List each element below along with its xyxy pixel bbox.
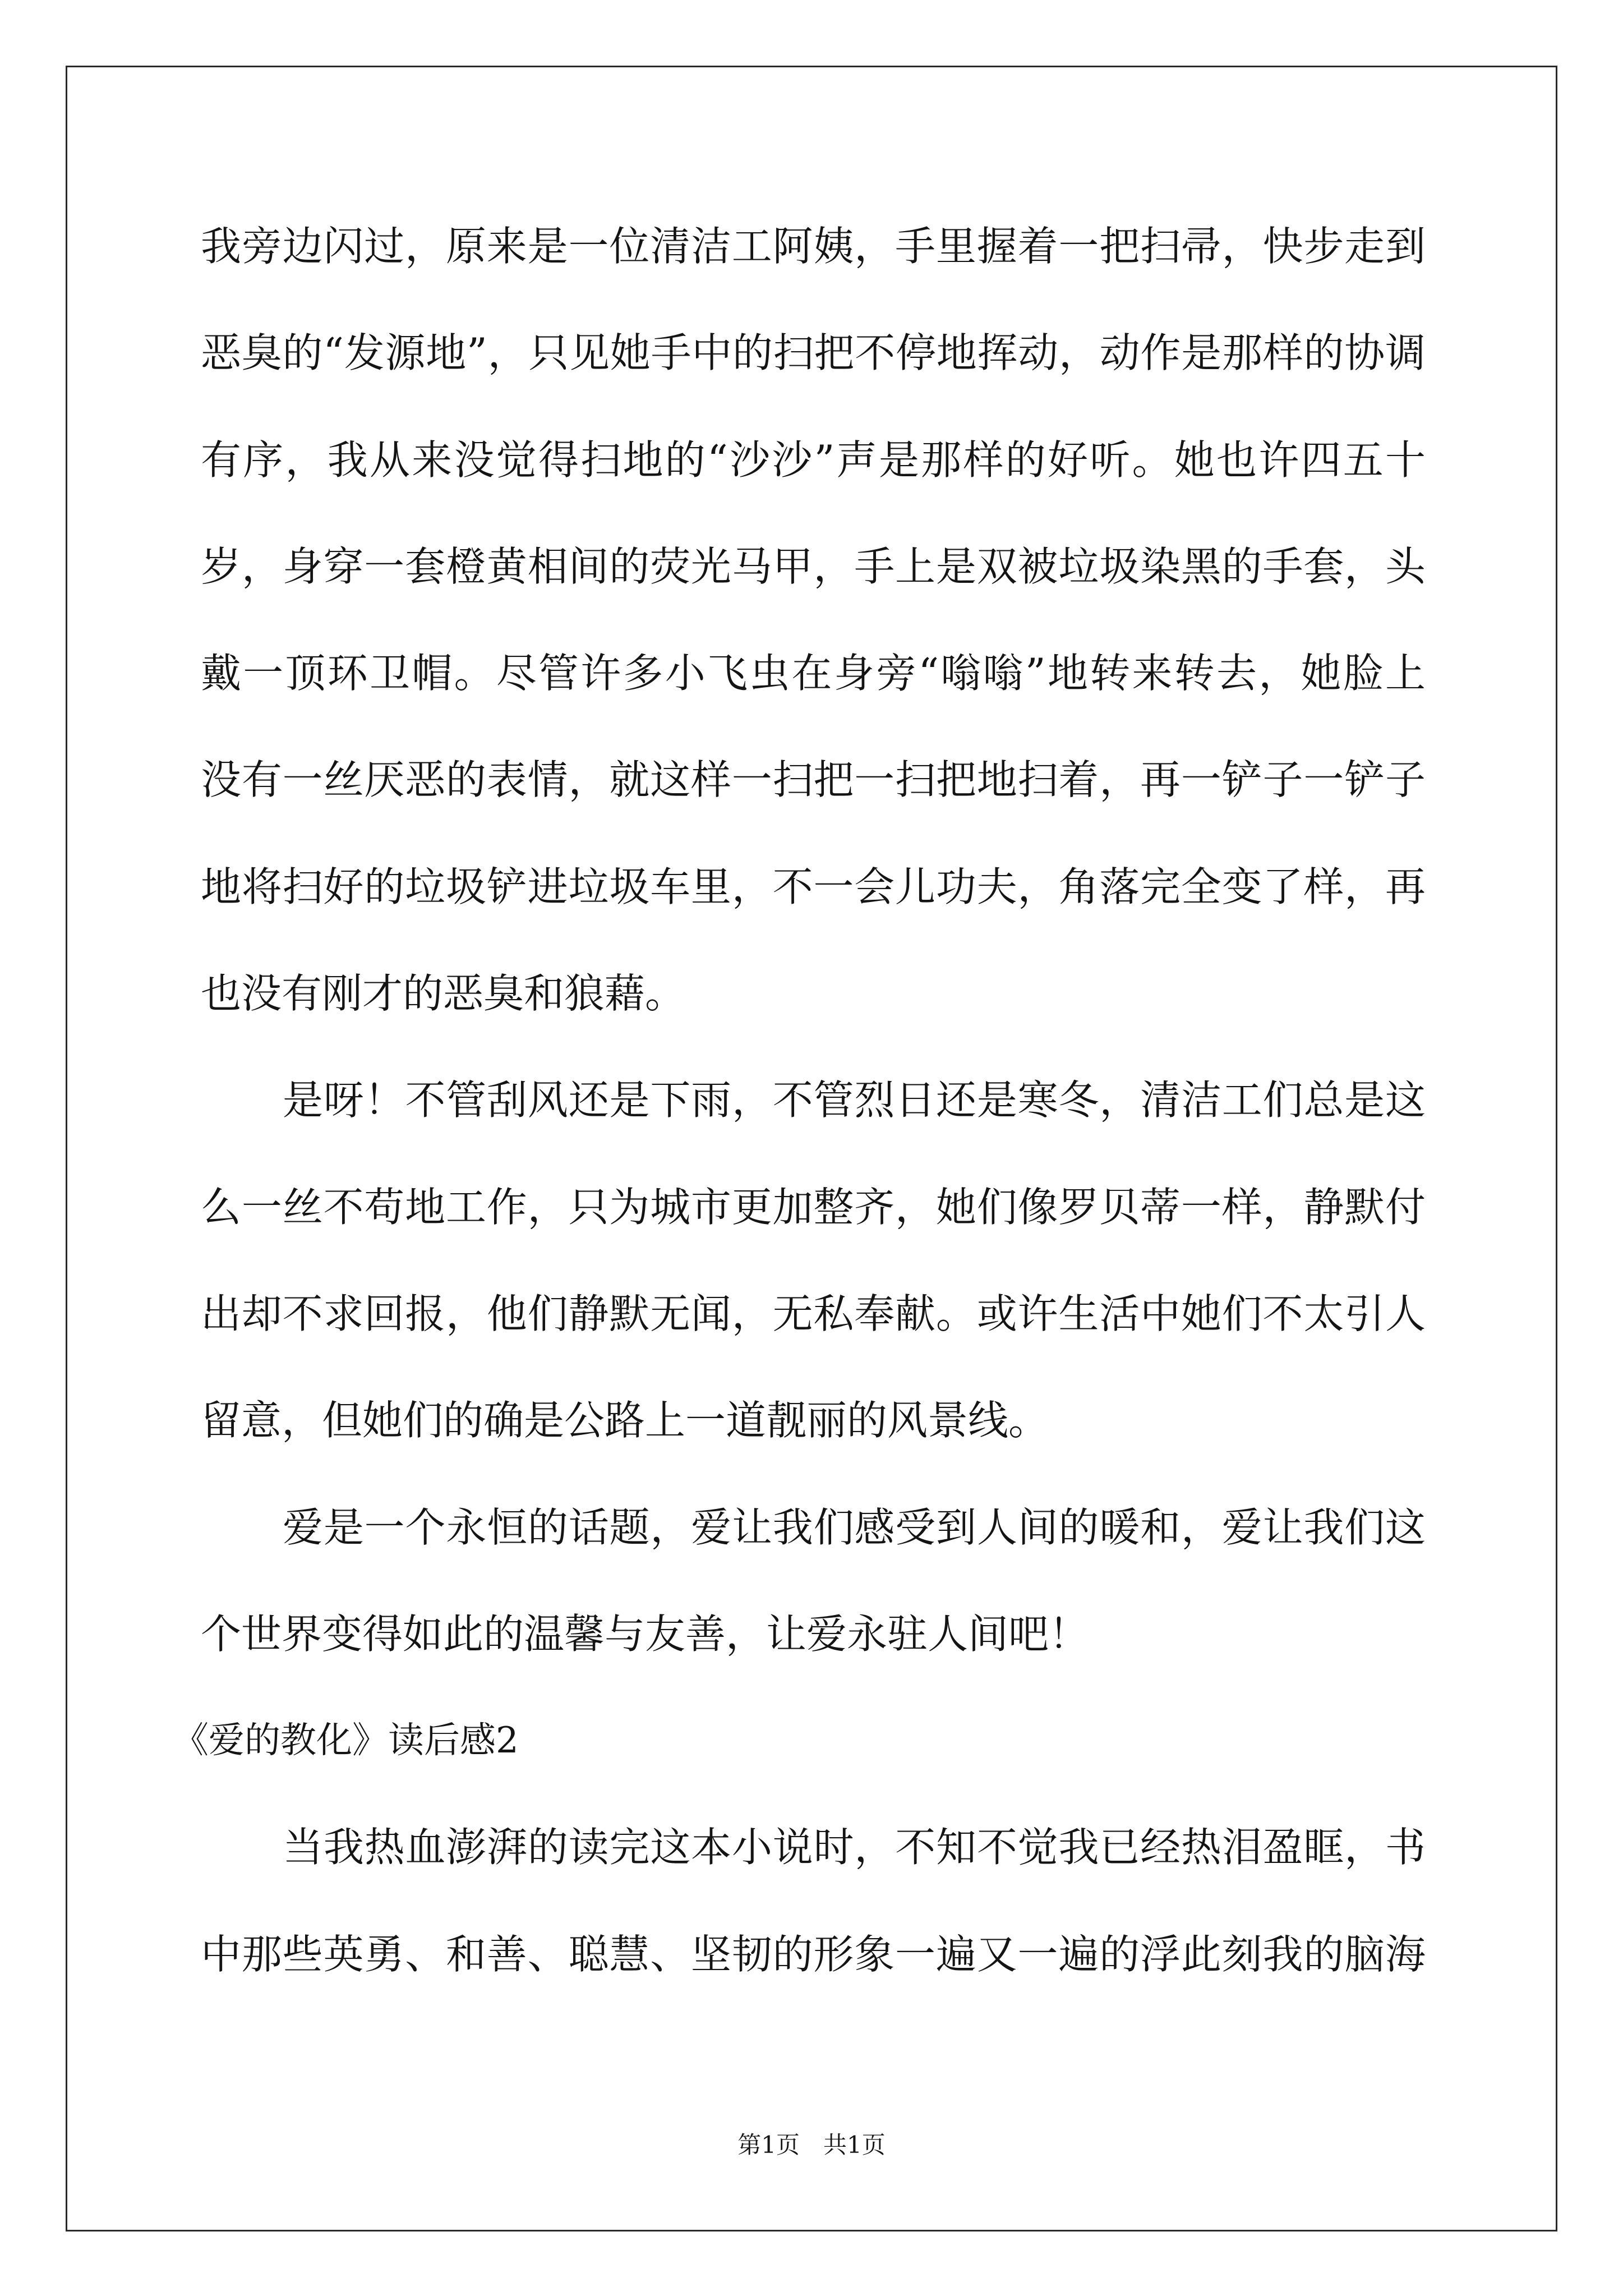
text-line: 我旁边闪过，原来是一位清洁工阿姨，手里握着一把扫帚，快步走到: [201, 223, 1426, 270]
document-body: [173, 193, 1426, 2008]
section-heading: 《爱的教化》读后感2: [173, 1720, 519, 1762]
text-line: 戴一顶环卫帽。尽管许多小飞虫在身旁“嗡嗡”地转来转去，她脸上: [201, 650, 1426, 697]
paragraph: [201, 1474, 1426, 1688]
text-line: 恶臭的“发源地”，只见她手中的扫把不停地挥动，动作是那样的协调: [201, 329, 1426, 377]
text-line: 中那些英勇、和善、聪慧、坚韧的形象一遍又一遍的浮此刻我的脑海: [201, 1930, 1426, 1978]
text-line: 也没有刚才的恶臭和狼藉。: [201, 970, 686, 1018]
text-line: 个世界变得如此的温馨与友善，让爱永驻人间吧！: [201, 1610, 1090, 1658]
text-line: 爱是一个永恒的话题，爱让我们感受到人间的暖和，爱让我们这: [283, 1503, 1426, 1551]
text-line: 有序，我从来没觉得扫地的“沙沙”声是那样的好听。她也许四五十: [201, 436, 1426, 484]
text-line: 出却不求回报，他们静默无闻，无私奉献。或许生活中她们不太引人: [201, 1290, 1426, 1337]
text-line: 留意，但她们的确是公路上一道靓丽的风景线。: [201, 1397, 1049, 1444]
text-line: 当我热血澎湃的读完这本小说时，不知不觉我已经热泪盈眶，书: [283, 1824, 1426, 1871]
text-line: 是呀！不管刮风还是下雨，不管烈日还是寒冬，清洁工们总是这: [283, 1076, 1426, 1124]
text-line: 地将扫好的垃圾铲进垃圾车里，不一会儿功夫，角落完全变了样，再: [201, 863, 1426, 910]
paragraph: [201, 1794, 1426, 2008]
text-line: 岁，身穿一套橙黄相间的荧光马甲，手上是双被垃圾染黑的手套，头: [201, 542, 1426, 590]
paragraph: [201, 193, 1426, 1047]
text-line: 没有一丝厌恶的表情，就这样一扫把一扫把地扫着，再一铲子一铲子: [201, 756, 1426, 804]
text-line: 么一丝不苟地工作，只为城市更加整齐，她们像罗贝蒂一样，静默付: [201, 1183, 1426, 1231]
paragraph: [201, 1047, 1426, 1474]
page-footer: 第1页 共1页: [737, 2131, 886, 2159]
